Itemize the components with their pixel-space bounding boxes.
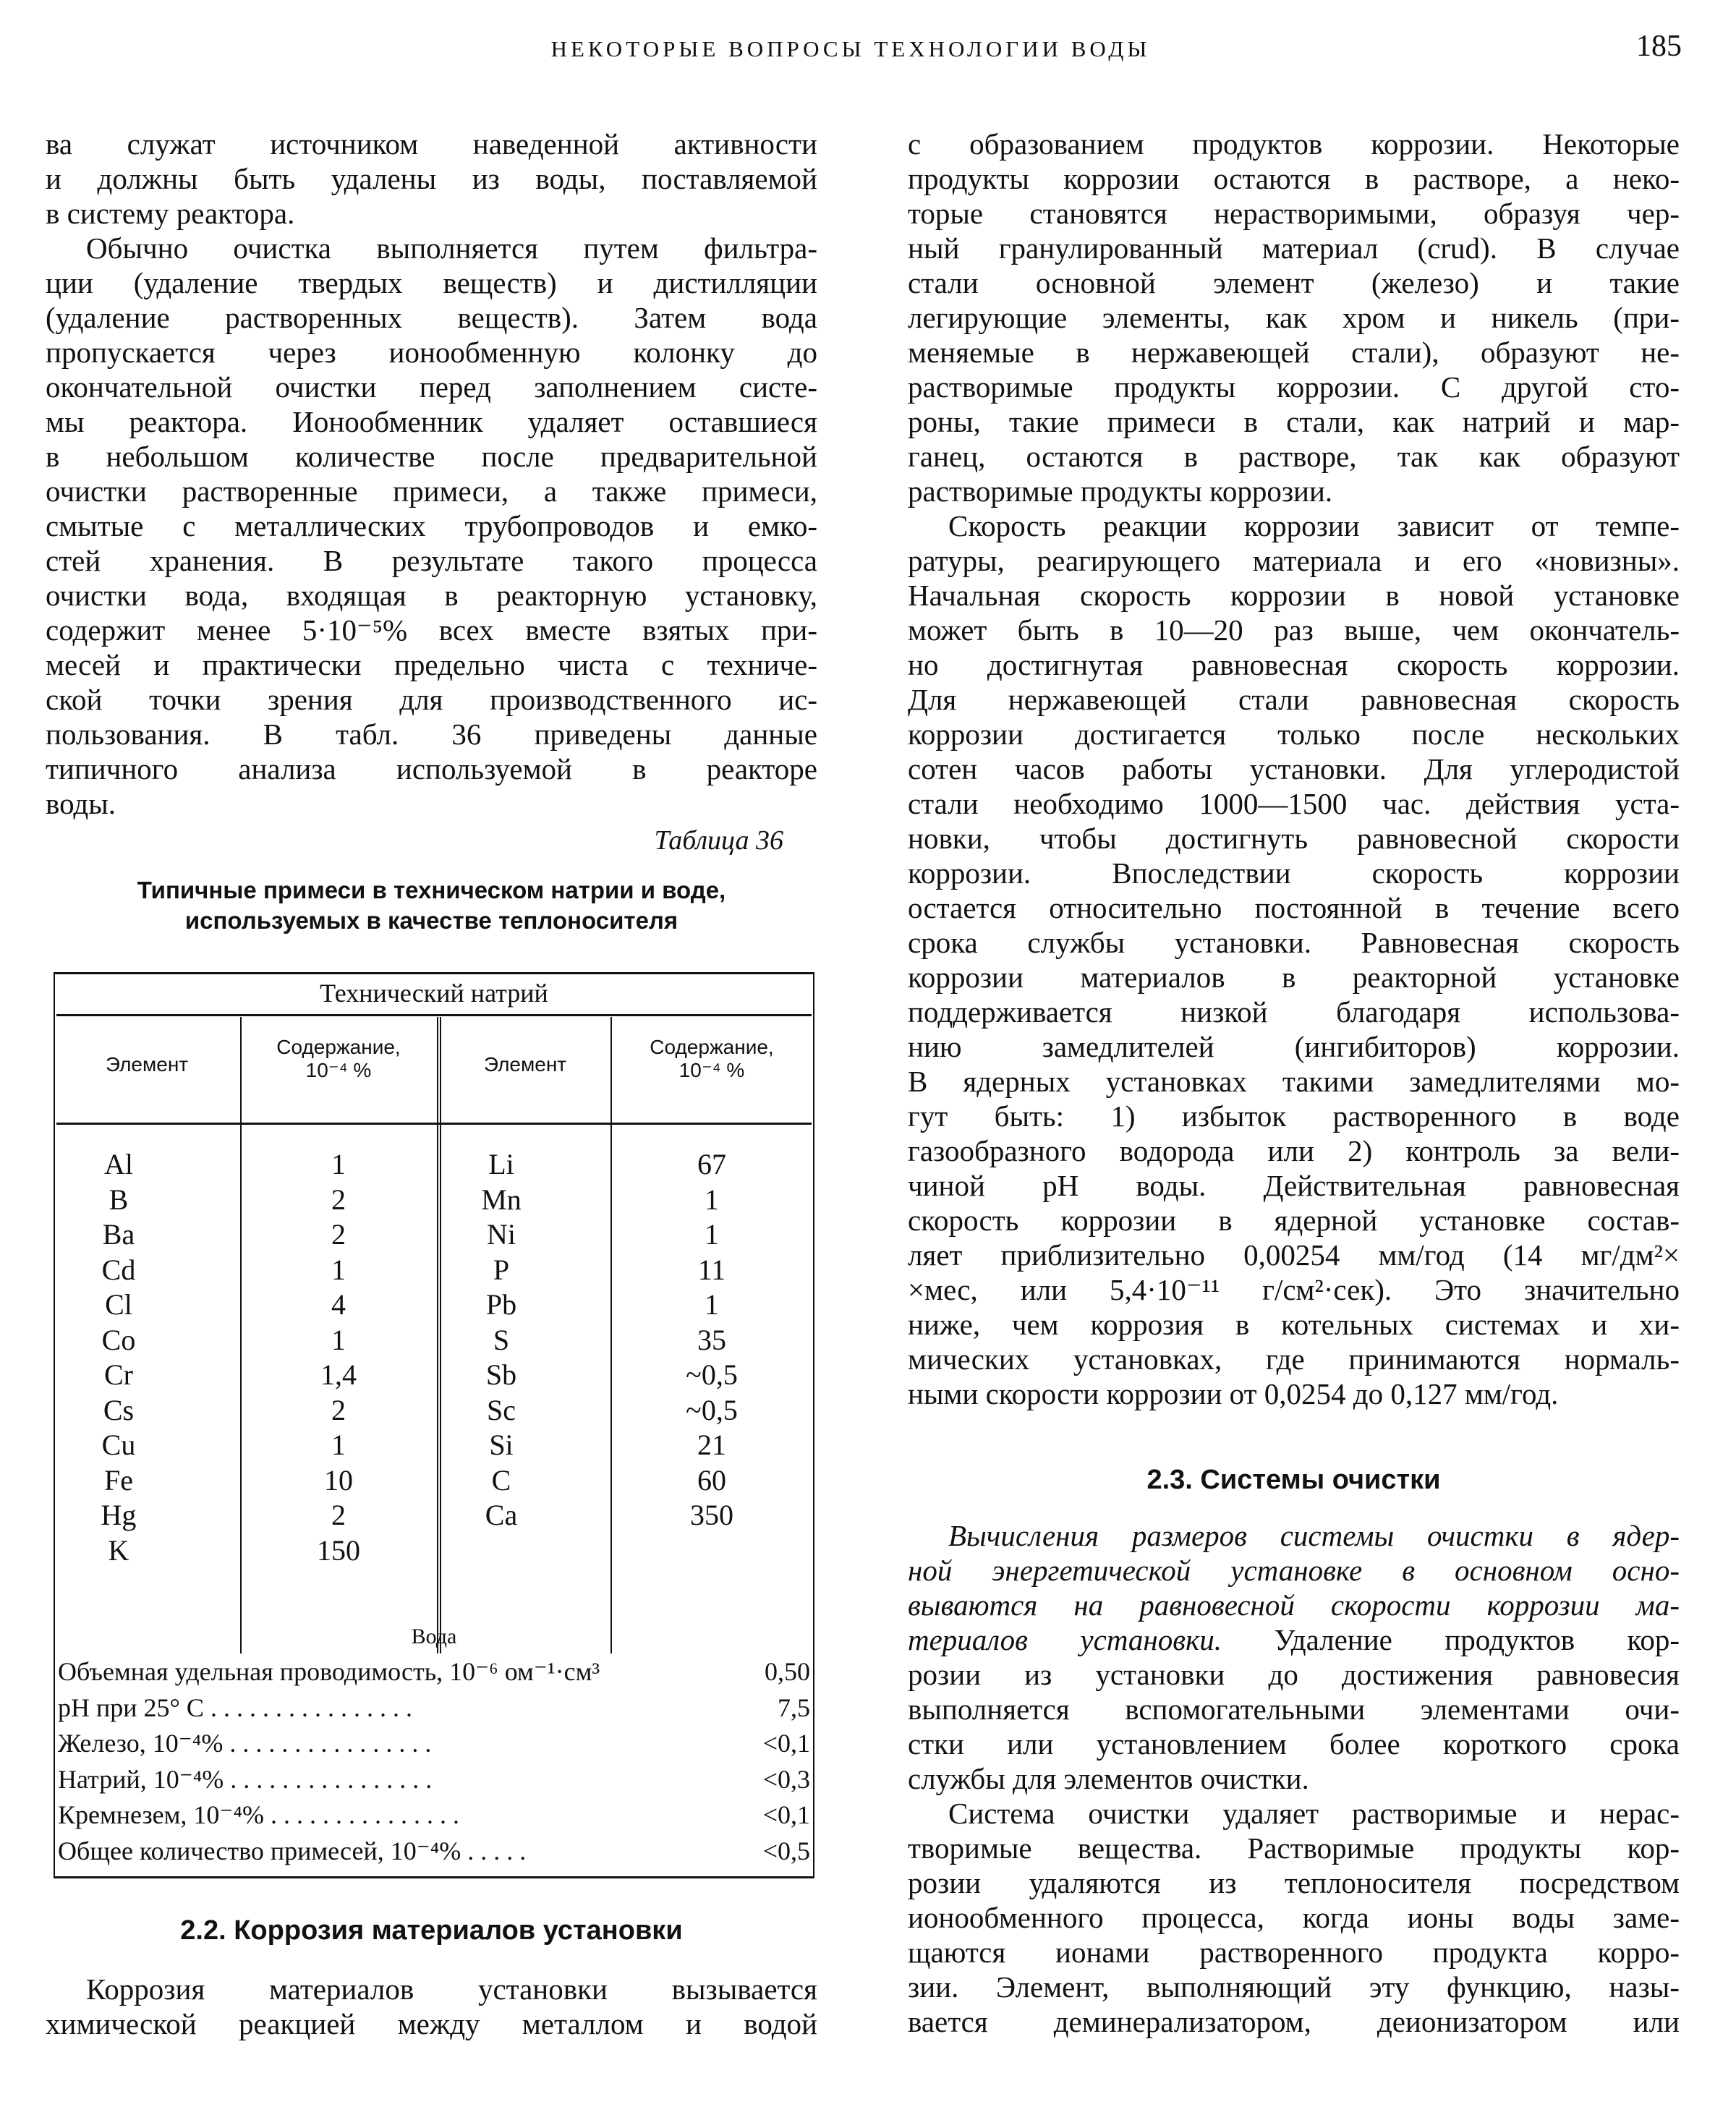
table-caption: Таблица 36 [654,825,783,856]
col-header-element: Элемент [105,1053,189,1076]
section-2-2-text [46,1972,817,2041]
col-header-line: 10⁻⁴ % [678,1059,745,1081]
text-line [908,1622,1680,1657]
water-value: <0,5 [762,1836,810,1865]
content-value: 11 [697,1253,726,1286]
text-line: остается относительно постоянной в течение всего [908,891,1680,924]
water-row [58,1762,810,1797]
content-value: 60 [697,1463,726,1497]
water-row [58,1726,810,1761]
table-row [54,1358,814,1392]
text-line: В ядерных установках такими замедлителями мо- [908,1065,1680,1098]
italic-text: вываются на равновесной скорости коррозии ма- [908,1588,1680,1622]
text-line: мических установках, где принимаются нормаль- [908,1342,1680,1376]
element-symbol: C [491,1463,511,1497]
text-line: меняемые в нержавеющей стали), образуют не- [908,336,1680,369]
element-symbol: Sc [487,1393,516,1426]
content-value: 350 [690,1499,733,1531]
text-line: новки, чтобы достигнуть равновесной скорости [908,822,1680,855]
text-line: нию замедлителей (ингибиторов) коррозии. [908,1030,1680,1063]
water-value: <0,1 [762,1729,810,1758]
text-line: очистки вода, входящая в реакторную установку, [46,579,817,612]
content-value: 150 [317,1533,360,1567]
text-line: ской точки зрения для производственного ис- [46,683,817,716]
col-header-line: 10⁻⁴ % [305,1059,372,1081]
element-symbol: Cl [105,1288,132,1321]
text-line: розии удаляются из теплоносителя посредством [908,1866,1680,1899]
table-row [54,1287,814,1322]
impurities-table [54,972,814,1876]
text-line: очистки растворенные примеси, а также примеси, [46,474,817,508]
text-line: может быть в 10—20 раз выше, чем окончатель- [908,613,1680,647]
text-line: в небольшом количестве после предварительной [46,440,817,473]
element-symbol: Co [101,1323,136,1356]
water-row [58,1690,810,1725]
content-value: 1 [331,1323,346,1356]
text-line: ный гранулированный материал (crud). В случае [908,231,1680,265]
text-line: легирующие элементы, как хром и никель (при- [908,301,1680,334]
col-header-content [240,1036,437,1082]
element-symbol: Hg [101,1499,137,1531]
text-line: Начальная скорость коррозии в новой установке [908,579,1680,612]
content-value: 2 [331,1393,346,1426]
water-parameter: Объемная удельная проводимость, 10⁻⁶ ом⁻¹·см³ [58,1657,600,1686]
table-title-line: Типичные примеси в техническом натрии и воде, [137,877,726,903]
element-symbol: Ba [102,1218,135,1251]
text-line: ратуры, реагирующего материала и его «новизны». [908,544,1680,577]
element-symbol: Sb [485,1358,517,1391]
italic-text: ной энергетической установке в основном осно- [908,1554,1680,1587]
text-line [908,1518,1680,1553]
element-symbol: Al [104,1148,133,1180]
water-value: <0,1 [762,1800,810,1829]
text-line: чиной pH воды. Действительная равновесная [908,1169,1680,1202]
text-line: с образованием продуктов коррозии. Некоторые [908,127,1680,161]
content-value: 2 [331,1499,346,1531]
water-parameter: Кремнезем, 10⁻⁴% . . . . . . . . . . . . . . . [58,1800,459,1829]
content-value: 1,4 [320,1358,357,1391]
text-line: коррозии. Впоследствии скорость коррозии [908,856,1680,890]
table-row [54,1147,814,1182]
text-line: месей и практически предельно чиста с техниче- [46,648,817,681]
content-value: 2 [331,1183,346,1216]
element-symbol: Si [489,1429,514,1461]
text-line: Для нержавеющей стали равновесная скорость [908,683,1680,716]
water-value: 7,5 [778,1693,810,1722]
element-symbol: S [493,1323,510,1356]
water-parameter: pH при 25° С . . . . . . . . . . . . . . . . [58,1693,412,1722]
text-line: (удаление растворенных веществ). Затем вода [46,301,817,334]
text-line: вается деминерализатором, деионизатором или [908,2005,1680,2038]
text-line: и должны быть удалены из воды, поставляемой [46,162,817,195]
text-line: сотен часов работы установки. Для углеродистой [908,752,1680,786]
text-line: ляет приблизительно 0,00254 мм/год (14 мг/дм²× [908,1238,1680,1272]
text-line: смытые с металлических трубопроводов и емко- [46,509,817,542]
text-line: ва служат источником наведенной активности [46,127,817,161]
text-line: растворимые продукты коррозии. С другой сто- [908,370,1680,404]
text-line: пропускается через ионообменную колонку до [46,336,817,369]
element-symbol: Ca [485,1499,518,1531]
element-symbol: B [109,1183,129,1216]
text-line: зии. Элемент, выполняющий эту функцию, назы- [908,1970,1680,2004]
element-symbol: K [108,1533,129,1567]
section-heading-2-2: 2.2. Коррозия материалов установки [180,1915,683,1946]
content-value: 35 [697,1323,726,1356]
element-symbol: Fe [104,1463,133,1497]
text-segment: Удаление продуктов кор- [1222,1623,1680,1656]
element-symbol: P [493,1253,510,1286]
element-symbol: Cu [101,1429,136,1461]
water-parameter: Общее количество примесей, 10⁻⁴% . . . . . [58,1836,527,1865]
water-parameter: Натрий, 10⁻⁴% . . . . . . . . . . . . . . . . [58,1764,433,1794]
water-row [58,1654,810,1689]
text-line: в систему реактора. [46,197,295,230]
text-line: Скорость реакции коррозии зависит от темпе- [948,509,1680,542]
text-line: ганец, остаются в растворе, так как образуют [908,440,1680,473]
text-line: роны, такие примеси в стали, как натрий и мар- [908,405,1680,438]
text-line: стали основной элемент (железо) и такие [908,266,1680,299]
element-symbol: Cs [103,1393,135,1426]
content-value: 1 [331,1253,346,1286]
element-symbol: Cr [104,1358,133,1391]
water-value: 0,50 [765,1657,810,1686]
content-value: 1 [331,1148,346,1180]
table-row [54,1253,814,1287]
text-line: щаются ионами растворенного продукта корро- [908,1936,1680,1969]
text-line: скорость коррозии в ядерной установке состав- [908,1204,1680,1237]
text-line: Коррозия материалов установки вызывается [86,1972,817,2006]
content-value: 10 [324,1463,353,1497]
content-value: 21 [697,1429,726,1461]
text-line: ными скорости коррозии от 0,0254 до 0,127 мм/год. [908,1377,1559,1410]
element-symbol: Li [488,1148,514,1180]
table-row [54,1428,814,1463]
water-value: <0,3 [762,1764,810,1794]
col-header-line: Содержание, [650,1036,774,1058]
table-row [54,1533,814,1568]
water-header: Вода [411,1625,457,1648]
element-symbol: Ni [487,1218,516,1251]
text-line: стали необходимо 1000—1500 час. действия уста- [908,787,1680,820]
text-line: поддерживается низкой благодаря использова- [908,995,1680,1029]
text-line: коррозии достигается только после нескольких [908,718,1680,751]
table-row [54,1323,814,1358]
text-line: ниже, чем коррозия в котельных системах и хи- [908,1308,1680,1341]
element-symbol: Pb [485,1288,517,1321]
text-line: творимые вещества. Растворимые продукты кор- [908,1831,1680,1865]
text-line: стки или установлением более короткого срока [908,1727,1680,1761]
water-parameter: Железо, 10⁻⁴% . . . . . . . . . . . . . . . . [58,1729,432,1758]
text-line: стей хранения. В результате такого процесса [46,544,817,577]
col-header-content [610,1036,813,1082]
section-2-3-text [908,1518,1680,2039]
text-line: химической реакцией между металлом и водой [46,2007,817,2040]
text-line: типичного анализа используемой в реакторе [46,752,817,786]
text-line: гут быть: 1) избыток растворенного в воде [908,1099,1680,1133]
group-header: Технический натрий [320,979,548,1008]
text-line: розии из установки до достижения равновесия [908,1658,1680,1691]
text-line: торые становятся нерастворимыми, образуя чер- [908,197,1680,230]
water-row [58,1834,810,1868]
content-value: 1 [705,1288,719,1321]
text-line: но достигнутая равновесная скорость коррозии. [908,648,1680,681]
table-row [54,1183,814,1217]
col-header-element: Элемент [483,1053,567,1076]
text-line: выполняется вспомогательными элементами очи- [908,1693,1680,1726]
text-line: ции (удаление твердых веществ) и дистилляции [46,266,817,299]
text-line: ×мес, или 5,4·10⁻¹¹ г/см²·сек). Это значительно [908,1273,1680,1306]
content-value: 4 [331,1288,346,1321]
content-value: ~0,5 [686,1358,738,1391]
water-row [58,1797,810,1832]
left-column-text [46,127,817,821]
text-line: мы реактора. Ионообменник удаляет оставшиеся [46,405,817,438]
table-title [46,875,817,936]
text-line: окончательной очистки перед заполнением систе- [46,370,817,404]
content-value: ~0,5 [686,1393,738,1426]
text-line [908,1553,1680,1588]
text-line: пользования. В табл. 36 приведены данные [46,718,817,751]
section-heading-2-3: 2.3. Системы очистки [1146,1465,1441,1495]
text-line: газообразного водорода или 2) контроль за вели- [908,1134,1680,1167]
text-line: Обычно очистка выполняется путем фильтра- [86,231,817,265]
right-column-text [908,127,1680,1411]
page-number: 185 [1636,30,1682,63]
text-line: коррозии материалов в реакторной установке [908,961,1680,994]
col-header-line: Содержание, [276,1036,401,1058]
running-title: НЕКОТОРЫЕ ВОПРОСЫ ТЕХНОЛОГИИ ВОДЫ [550,36,1151,61]
text-line: воды. [46,787,116,820]
text-line: растворимые продукты коррозии. [908,474,1333,508]
content-value: 2 [331,1218,346,1251]
text-line: службы для элементов очистки. [908,1762,1309,1795]
table-row [54,1217,814,1252]
text-line: срока службы установки. Равновесная скорость [908,926,1680,959]
text-line: содержит менее 5·10⁻⁵% всех вместе взятых при- [46,613,817,647]
table-row [54,1498,814,1533]
element-symbol: Mn [481,1183,522,1216]
content-value: 67 [697,1148,726,1180]
text-line: продукты коррозии остаются в растворе, а неко- [908,162,1680,195]
text-line [908,1588,1680,1622]
italic-text: Вычисления размеров системы очистки в ядер- [948,1519,1680,1552]
table-row [54,1463,814,1498]
content-value: 1 [705,1218,719,1251]
content-value: 1 [705,1183,719,1216]
text-line: Система очистки удаляет растворимые и нерас- [948,1797,1680,1830]
table-row [54,1393,814,1428]
content-value: 1 [331,1429,346,1461]
table-title-line: используемых в качестве теплоносителя [184,907,678,934]
italic-text: териалов установки. [908,1623,1222,1656]
text-line: ионообменного процесса, когда ионы воды заме- [908,1901,1680,1934]
element-symbol: Cd [101,1253,136,1286]
